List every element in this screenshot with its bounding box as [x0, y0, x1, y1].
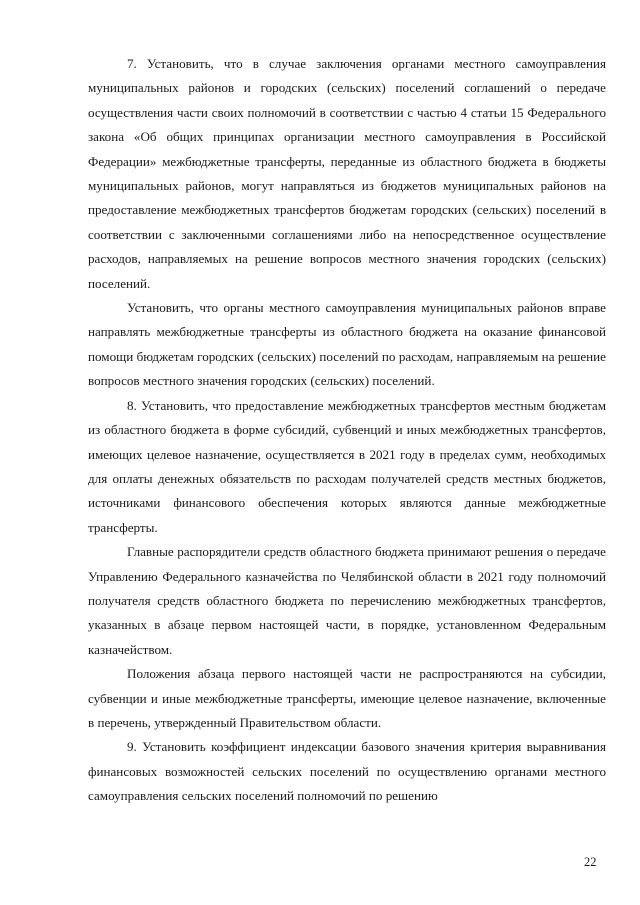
page-number: 22 — [584, 855, 597, 869]
document-body — [88, 52, 606, 809]
paragraph-item-9: 9. Установить коэффициент индексации базового значения критерия выравнивания финансовых возможностей сельских поселений по осуществлению органами местного самоуправления сельских поселений полномочий по решению — [88, 739, 606, 804]
paragraph-item-8-second: Главные распорядители средств областного бюджета принимают решения о передаче Управлению Федерального казначейства по Челябинской области в 2021 году полномочий получателя средств областного бюджета по перечислению межбюджетных трансфертов, указанных в абзаце первом настоящей части, в порядке, установленном Федеральным казначейством. — [88, 544, 606, 657]
paragraph-item-7-second: Установить, что органы местного самоуправления муниципальных районов вправе направлять межбюджетные трансферты из областного бюджета на оказание финансовой помощи бюджетам городских (сельских) поселений по расходам, направляемым на решение вопросов местного значения городских (сельских) поселений. — [88, 300, 606, 389]
paragraph-item-8-third: Положения абзаца первого настоящей части не распространяются на субсидии, субвенции и иные межбюджетные трансферты, имеющие целевое назначение, включенные в перечень, утвержденный Правительством области. — [88, 666, 606, 730]
paragraph-item-8: 8. Установить, что предоставление межбюджетных трансфертов местным бюджетам из областного бюджета в форме субсидий, субвенций и иных межбюджетных трансфертов, имеющих целевое назначение, осуществляется в 2021 году в пределах сумм, необходимых для оплаты денежных обязательств по расходам получателей средств местных бюджетов, источниками финансового обеспечения которых являются данные межбюджетные трансферты. — [88, 397, 606, 535]
paragraph-item-7: 7. Установить, что в случае заключения органами местного самоуправления муниципальных районов и городских (сельских) поселений соглашений о передаче осуществления части своих полномочий в соответствии с частью 4 статьи 15 Федерального закона «Об общих принципах организации местного самоуправления в Российской Федерации» межбюджетные трансферты, переданные из областного бюджета в бюджеты муниципальных районов, могут направляться из бюджетов муниципальных районов на предоставление межбюджетных трансфертов бюджетам городских (сельских) поселений в соответствии с заключенными соглашениями либо на непосредственное осуществление расходов, направляемых на решение вопросов местного значения городских (сельских) поселений. — [88, 56, 606, 291]
